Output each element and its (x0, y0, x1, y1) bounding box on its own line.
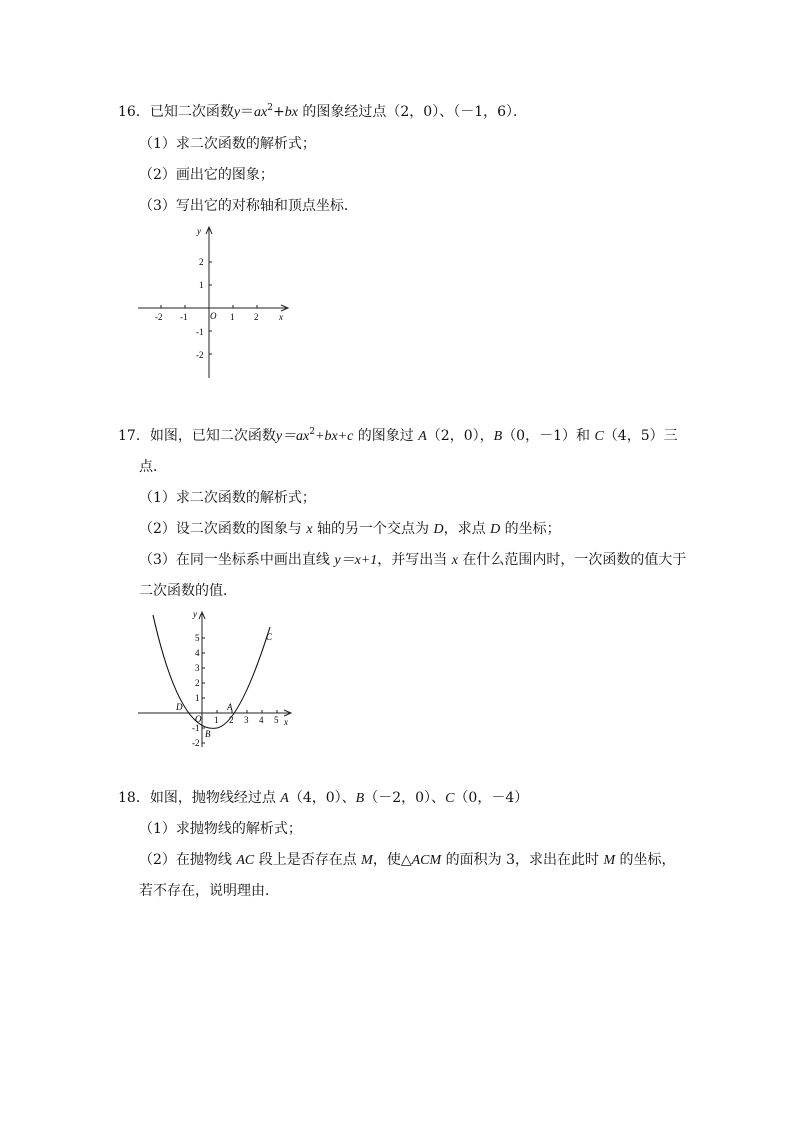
q17-part1: （1）求二次函数的解析式； (139, 490, 316, 506)
q16-x-tick-m2: -2 (155, 312, 163, 322)
q17-x-tick-1: 1 (214, 715, 219, 725)
q18-part2: （2）在抛物线 AC 段上是否存在点 M，使△ACM 的面积为 3，求出在此时 M 的坐标， (139, 852, 676, 868)
q17-y-tick-3: 3 (195, 663, 200, 673)
q17-stem-cont: 点． (139, 459, 167, 475)
q17-part3-cont: 二次函数的值． (139, 583, 237, 599)
q16-part1: （1）求二次函数的解析式； (139, 136, 316, 152)
q16-x-axis-label: x (279, 312, 283, 322)
q18-number: 18． (118, 790, 150, 806)
q17-y-tick-5: 5 (195, 633, 200, 643)
q17-point-A-label: A (227, 702, 233, 712)
q17-point-C-label: C (266, 632, 273, 642)
q16-y-tick-m2: -2 (196, 350, 204, 360)
q16-part3: （3）写出它的对称轴和顶点坐标． (139, 198, 358, 214)
q18-part1: （1）求抛物线的解析式； (139, 821, 302, 837)
q17-number: 17． (118, 428, 150, 444)
q17-origin-label: O (195, 714, 202, 724)
q16-origin-label: O (210, 311, 217, 321)
q16-y-axis-label: y (197, 226, 201, 236)
q17-x-tick-5: 5 (274, 715, 279, 725)
q16-stem: 16．已知二次函数$y=ax^2+bx$ 的图象经过点（2，0）、（－1，6）． (118, 103, 528, 120)
q17-x-axis-label: x (284, 717, 288, 727)
q17-point-D-label: D (176, 702, 183, 712)
q17-y-tick-m2: -2 (192, 738, 200, 748)
q17-x-tick-3: 3 (244, 715, 249, 725)
q16-y-tick-1: 1 (199, 280, 204, 290)
q16-x-tick-m1: -1 (180, 312, 188, 322)
q17-part3: （3）在同一坐标系中画出直线 y＝x+1，并写出当 x 在什么范围内时，一次函数的值大于 (139, 552, 687, 568)
q17-stem: 17．如图，已知二次函数$y=ax^2+bx+c$ 的图象过 A（2，0），B（0，－1）和 C（4，5）三 (118, 427, 678, 444)
q17-y-tick-1: 1 (195, 693, 200, 703)
q16-x-tick-2: 2 (254, 312, 259, 322)
q17-parabola-curve (153, 615, 270, 728)
q17-parabola-graph (135, 607, 305, 752)
q16-x-tick-1: 1 (230, 312, 235, 322)
q16-y-tick-2: 2 (199, 257, 204, 267)
q18-stem: 18．如图，抛物线经过点 A（4，0）、B（－2，0）、C（0，－4） (118, 790, 529, 806)
q16-part2: （2）画出它的图象； (139, 167, 274, 183)
q16-coordinate-grid (135, 222, 295, 382)
q17-x-tick-4: 4 (259, 715, 264, 725)
q16-number: 16． (118, 104, 150, 120)
q17-y-tick-m1: -1 (192, 723, 200, 733)
q18-part2-cont: 若不存在，说明理由． (139, 883, 279, 899)
q17-part2: （2）设二次函数的图象与 x 轴的另一个交点为 D，求点 D 的坐标； (139, 521, 561, 537)
q16-y-tick-m1: -1 (196, 327, 204, 337)
q17-x-tick-2: 2 (229, 715, 234, 725)
q17-point-B-label: B (205, 729, 211, 739)
q17-y-tick-2: 2 (195, 678, 200, 688)
q17-y-axis-label: y (193, 609, 197, 619)
q17-y-tick-4: 4 (195, 648, 200, 658)
